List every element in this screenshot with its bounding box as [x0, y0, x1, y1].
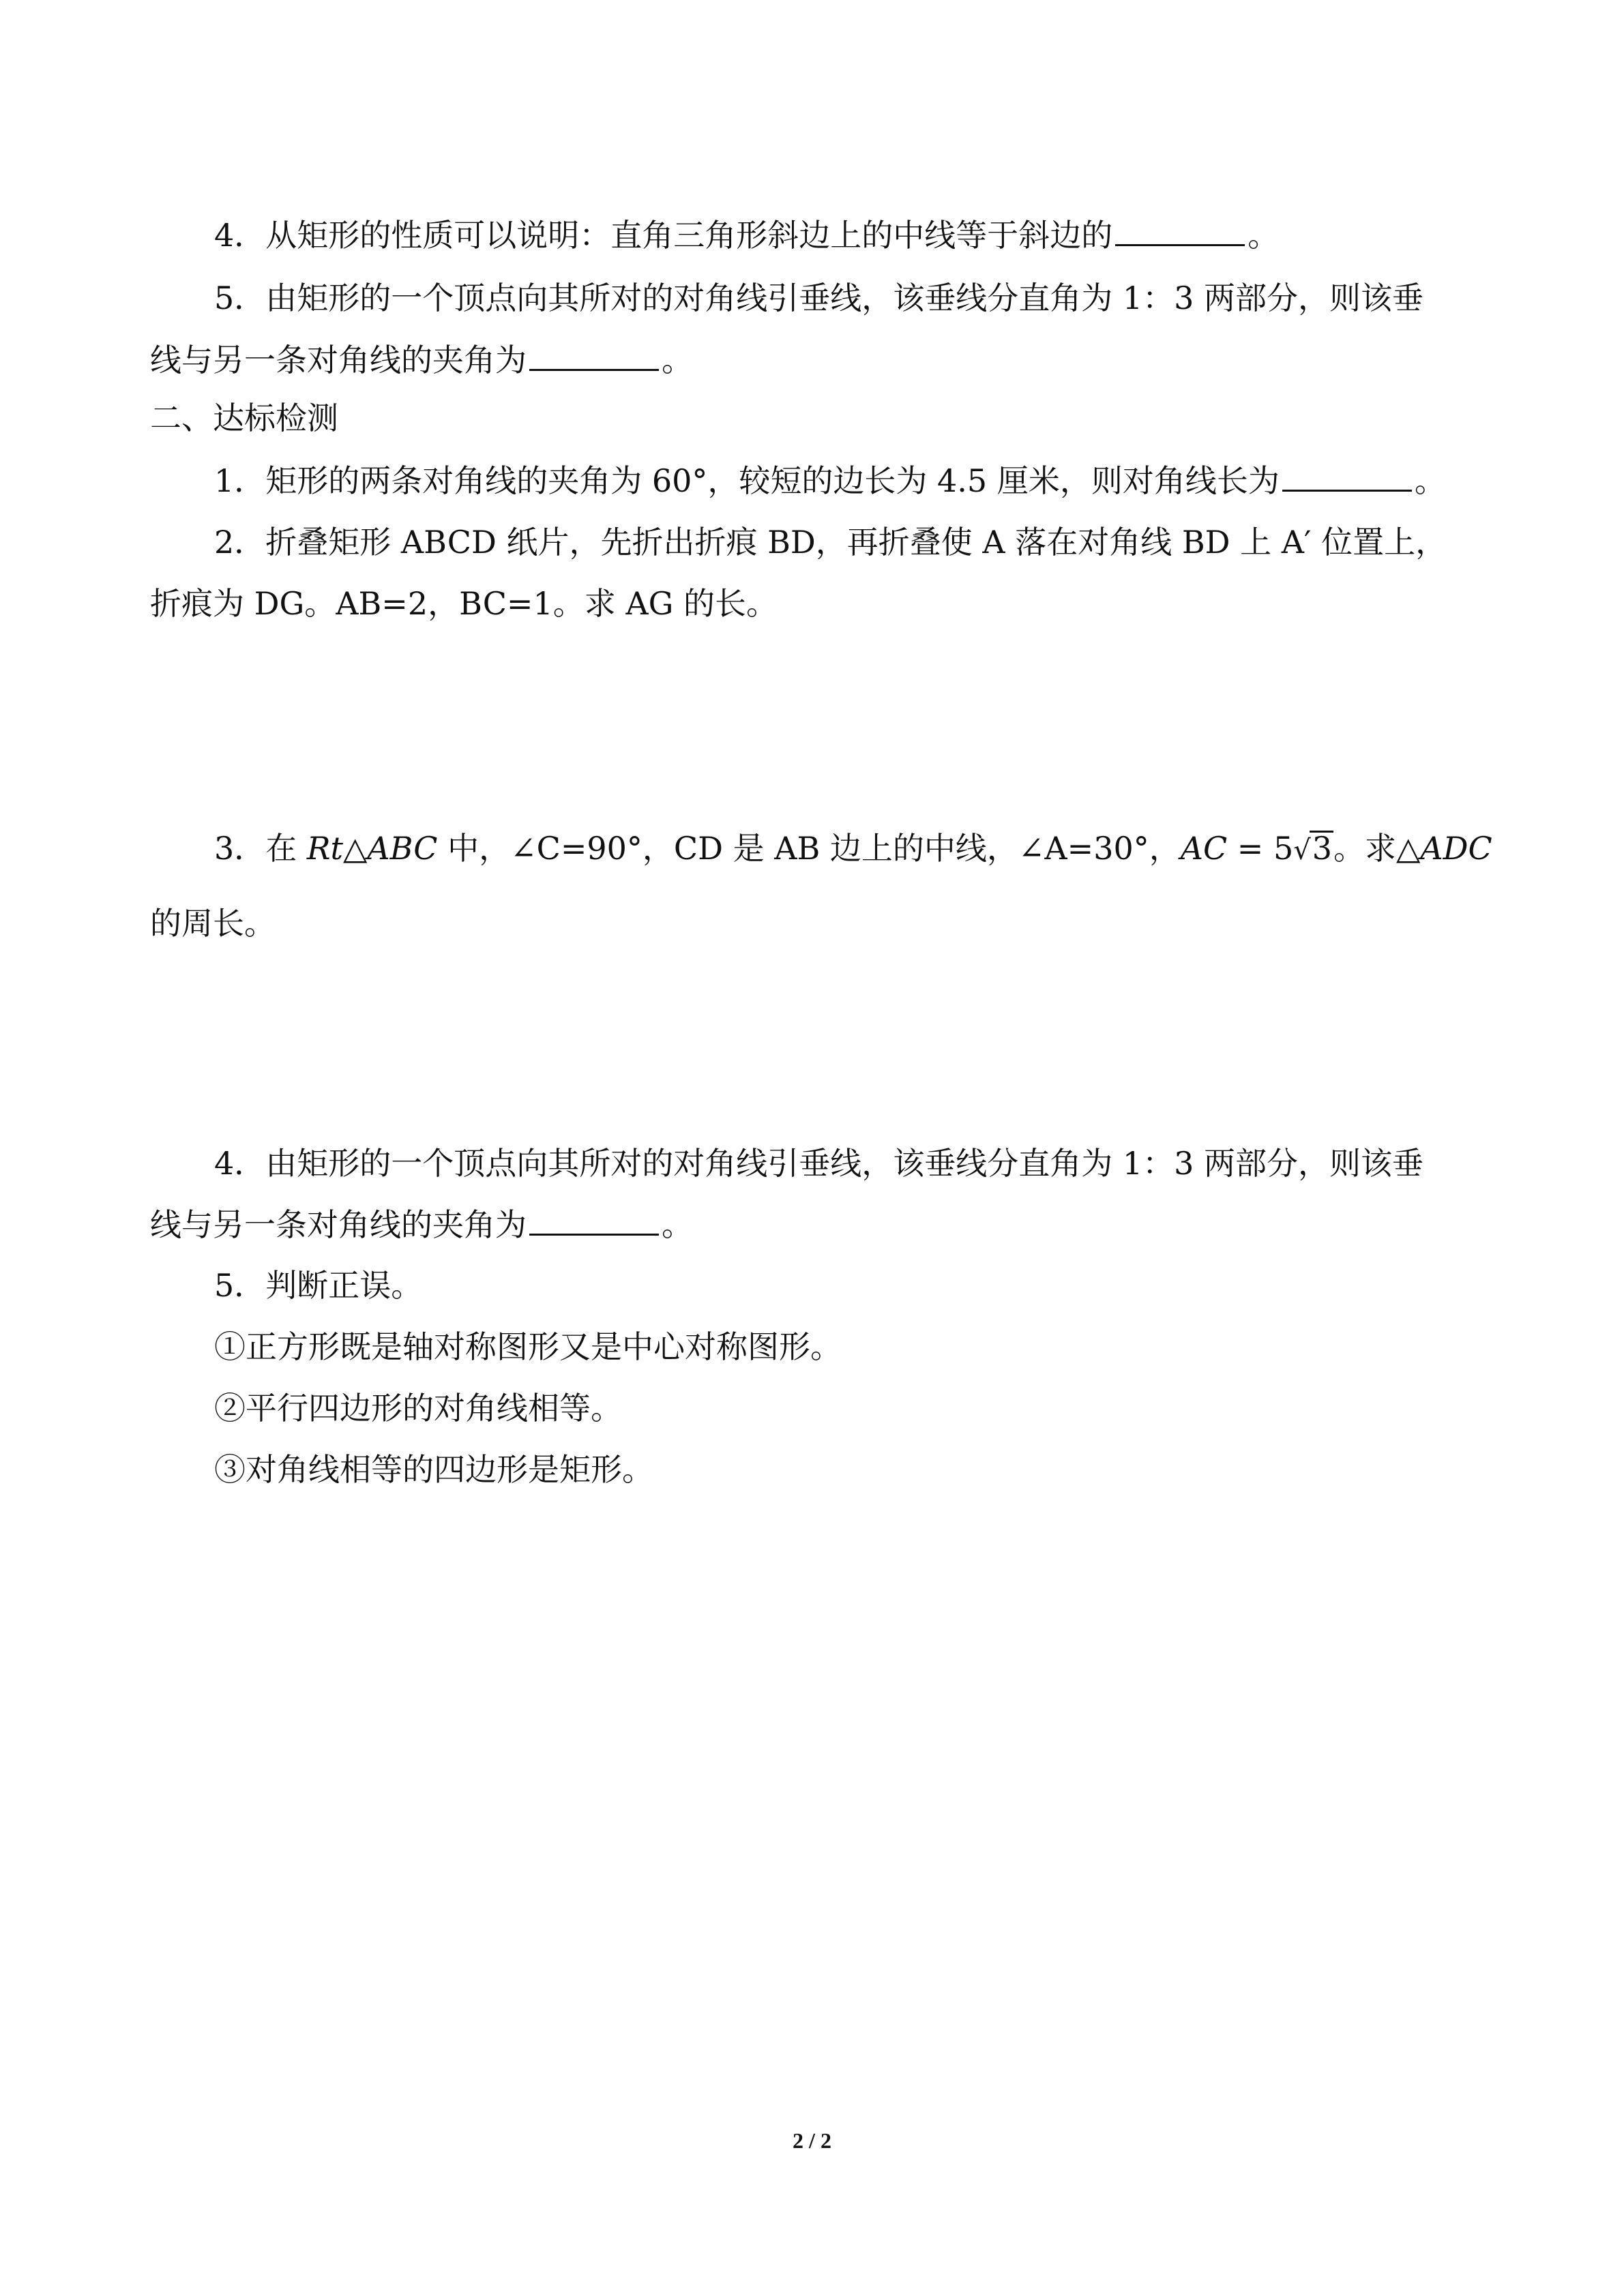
- test-q3-prefix: 3．在: [214, 830, 307, 867]
- math-rt: Rt: [306, 830, 344, 867]
- test-q1-end: 。: [1414, 462, 1446, 499]
- test-q3-line1: [214, 830, 1492, 867]
- sqrt-icon: √: [1293, 835, 1311, 866]
- page-number: 2 / 2: [793, 2128, 831, 2153]
- test-q1: [214, 462, 1446, 499]
- test-q4-end: 。: [662, 1206, 693, 1243]
- review-q5-line2: [150, 344, 693, 376]
- answer-blank[interactable]: [529, 369, 659, 371]
- review-q5-end: 。: [662, 342, 693, 378]
- math-ac: AC: [1180, 830, 1228, 867]
- review-q4-text: 4．从矩形的性质可以说明：直角三角形斜边上的中线等于斜边的: [214, 217, 1113, 254]
- math-abc: ABC: [367, 830, 438, 867]
- answer-blank[interactable]: [1282, 490, 1412, 492]
- review-q5-line1: 5．由矩形的一个顶点向其所对的对角线引垂线，该垂线分直角为 1：3 两部分，则该垂: [214, 280, 1424, 316]
- test-q3-conditions: 中，∠C=90°，CD 是 AB 边上的中线，∠A=30°，: [437, 830, 1181, 867]
- test-q3-line2: 的周长。: [150, 905, 276, 942]
- test-q4-line1: 4．由矩形的一个顶点向其所对的对角线引垂线，该垂线分直角为 1：3 两部分，则该垂: [214, 1145, 1424, 1182]
- test-q5-item-1: ①正方形既是轴对称图形又是中心对称图形。: [214, 1328, 842, 1365]
- section-title: 二、达标检测: [150, 400, 338, 436]
- test-q5-title: 5．判断正误。: [214, 1267, 423, 1304]
- test-q5-item-3: ③对角线相等的四边形是矩形。: [214, 1451, 653, 1488]
- test-q5-item-2: ②平行四边形的对角线相等。: [214, 1390, 622, 1427]
- test-q4-line2: [150, 1206, 693, 1243]
- review-q5-line2-text: 线与另一条对角线的夹角为: [150, 342, 527, 378]
- answer-blank[interactable]: [529, 1234, 659, 1236]
- test-q3-ask: 。求△: [1333, 830, 1421, 867]
- test-q2-line1: 2．折叠矩形 ABCD 纸片，先折出折痕 BD，再折叠使 A 落在对角线 BD 上 A′ 位置上，: [214, 524, 1447, 561]
- math-equals-5: = 5: [1227, 830, 1294, 867]
- test-q4-line2-text: 线与另一条对角线的夹角为: [150, 1206, 527, 1243]
- review-q4-end: 。: [1247, 217, 1280, 254]
- math-adc: ADC: [1420, 830, 1492, 867]
- math-radicand: 3: [1310, 831, 1333, 864]
- triangle-symbol: △: [343, 830, 368, 867]
- test-q2-line2: 折痕为 DG。AB=2，BC=1。求 AG 的长。: [150, 585, 778, 622]
- test-q1-text: 1．矩形的两条对角线的夹角为 60°，较短的边长为 4.5 厘米，则对角线长为: [214, 462, 1280, 499]
- answer-blank[interactable]: [1115, 244, 1245, 246]
- review-q4: [214, 217, 1280, 254]
